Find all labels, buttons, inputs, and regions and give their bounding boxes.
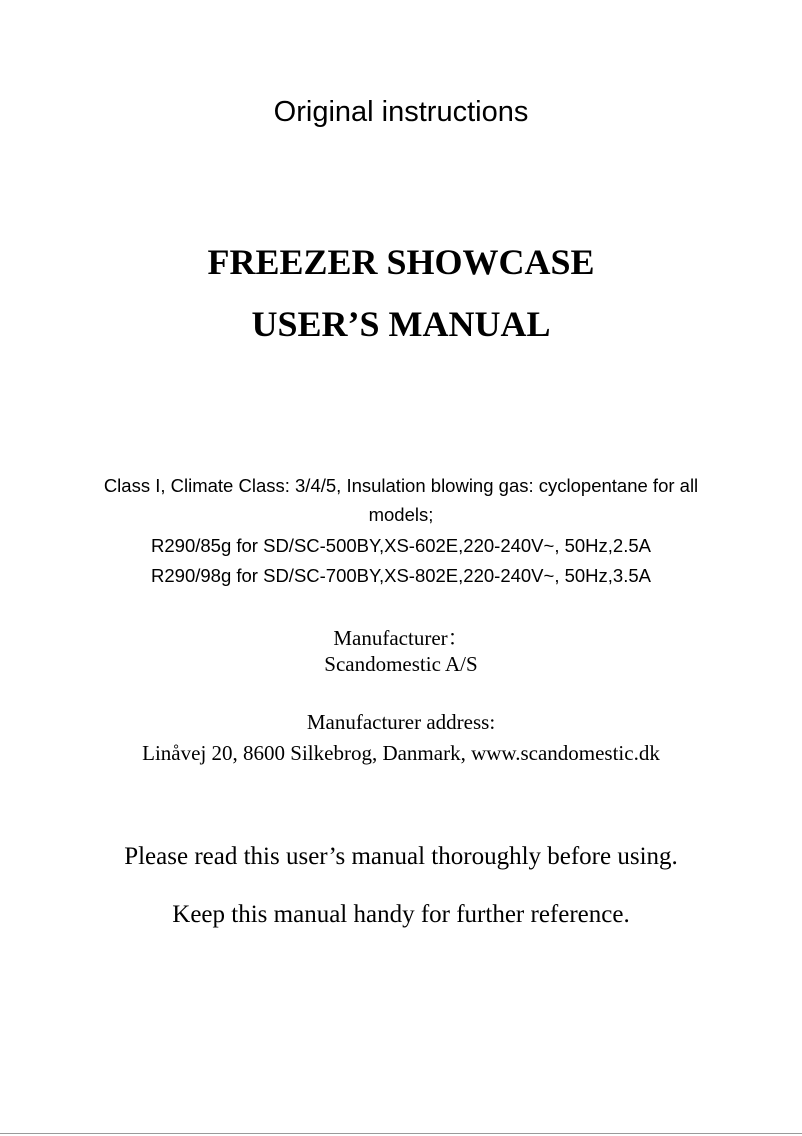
- document-subtitle: Original instructions: [273, 96, 529, 128]
- read-manual-note: Please read this user’s manual thoroughly before using.: [124, 843, 678, 870]
- spec-line: R290/85g for SD/SC-500BY,XS-602E,220-240V~, 50Hz,2.5A: [151, 535, 651, 556]
- spec-line: models;: [368, 504, 434, 525]
- keep-manual-note: Keep this manual handy for further reference.: [172, 901, 630, 928]
- document-title-line-2: USER’S MANUAL: [251, 304, 551, 344]
- manufacturer-address-value: Linåvej 20, 8600 Silkebrog, Danmark, www.scandomestic.dk: [142, 741, 660, 765]
- bottom-page-rule: [0, 1133, 802, 1134]
- spec-line: Class I, Climate Class: 3/4/5, Insulation blowing gas: cyclopentane for all: [103, 475, 699, 496]
- spec-line: R290/98g for SD/SC-700BY,XS-802E,220-240V~, 50Hz,3.5A: [151, 565, 651, 586]
- manufacturer-address-label: Manufacturer address:: [306, 710, 496, 734]
- manufacturer-name: Scandomestic A/S: [324, 652, 478, 676]
- manufacturer-label: Manufacturer：: [333, 626, 469, 650]
- document-title-line-1: FREEZER SHOWCASE: [207, 242, 595, 282]
